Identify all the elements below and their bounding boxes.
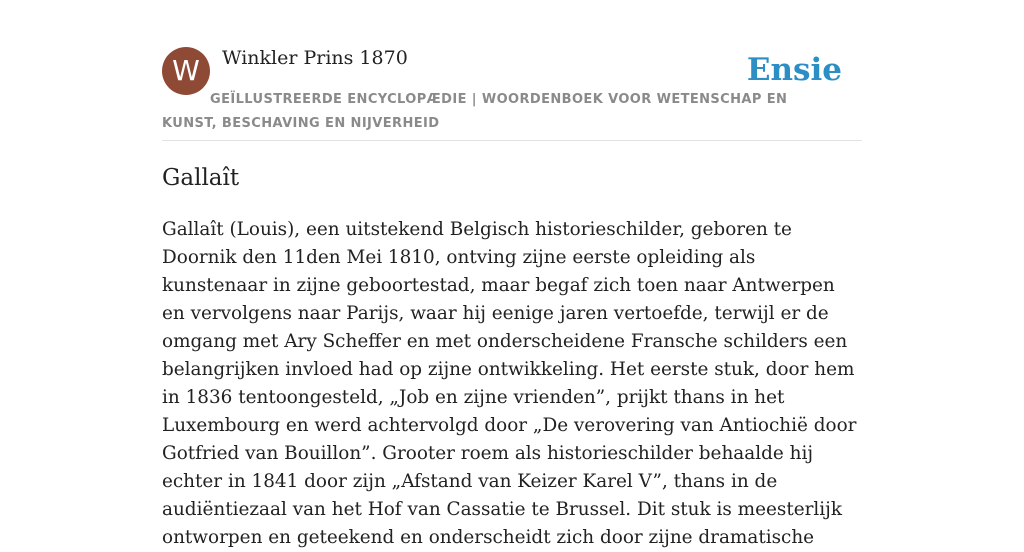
article-title: Gallaît xyxy=(162,165,240,191)
source-avatar[interactable]: W xyxy=(162,47,210,95)
article-body: Gallaît (Louis), een uitstekend Belgisch historieschilder, geboren te Doornik den 11den Mei 1810, ontving zijne eerste opleiding als kunstenaar in zijne geboortestad, maar begaf zich toen naar Antwerpen en vervolgens naar Parijs, waar hij eenige jaren vertoefde, terwijl er de omgang met Ary Scheffer en met onderscheidene Fransche schilders een belangrijken invloed had op zijne ontwikkeling. Het eerste stuk, door hem in 1836 tentoongesteld, „Job en zijne vrienden”, prijkt thans in het Luxembourg en werd achtervolgd door „De verovering van Antiochië door Gotfried van Bouillon”. Grooter roem als historieschilder behaalde hij echter in 1841 door zijn „Afstand van Keizer Karel V”, thans in de audiëntiezaal van het Hof van Cassatie te Brussel. Dit stuk is meesterlijk ontworpen en geteekend en onderscheidt zich door zijne dramatische xyxy=(162,219,857,548)
source-title-link[interactable]: Winkler Prins 1870 xyxy=(222,47,408,69)
page-header xyxy=(162,46,862,141)
ensie-logo[interactable]: Ensie xyxy=(746,52,842,88)
source-subtitle: GEÏLLUSTREERDE ENCYCLOPÆDIE | WOORDENBOEK VOOR WETENSCHAP EN KUNST, BESCHAVING EN NIJVERHEID xyxy=(162,92,788,131)
